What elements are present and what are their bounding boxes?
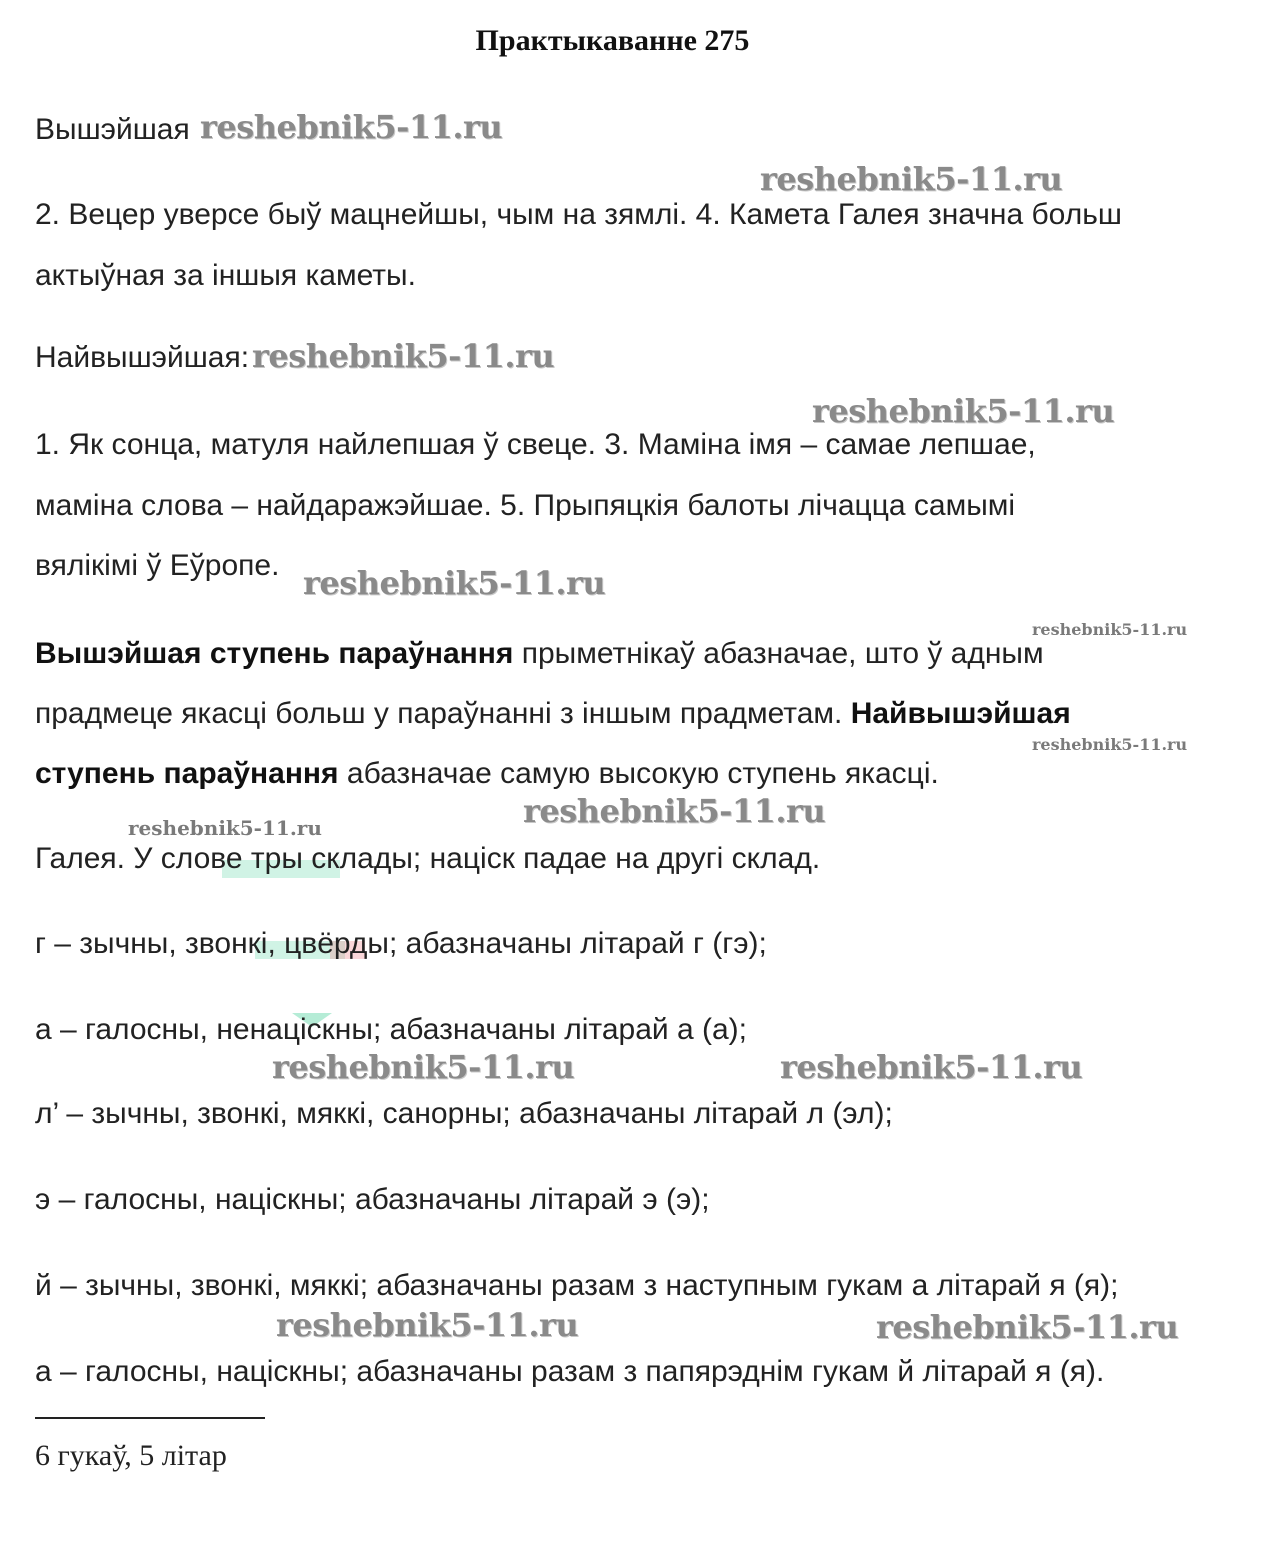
paragraph-line: актыўная за іншыя каметы.: [35, 259, 416, 292]
paragraph-line: маміна слова – найдаражэйшае. 5. Прыпяцкія балоты лічацца самымі: [35, 489, 1016, 522]
paragraph-line: 2. Вецер уверсе быў мацнейшы, чым на зямлі. 4. Камета Галея значна больш: [35, 198, 1122, 231]
rule-term: Вышэйшая ступень параўнання: [35, 637, 514, 670]
paragraph-line: 1. Як сонца, матуля найлепшая ў свеце. 3. Маміна імя – самае лепшае,: [35, 428, 1036, 461]
watermark: reshebnik5-11.ru: [272, 1048, 575, 1086]
section-heading-superlative: Найвышэйшая:: [35, 341, 250, 374]
watermark: reshebnik5-11.ru: [812, 392, 1115, 430]
section-heading-comparative: Вышэйшая: [35, 113, 190, 146]
watermark: reshebnik5-11.ru: [876, 1308, 1179, 1346]
phonetic-line: а – галосны, націскны; абазначаны разам з папярэднім гукам й літарай я (я).: [35, 1355, 1105, 1388]
phonetic-line: л’ – зычны, звонкі, мяккі, санорны; абазначаны літарай л (эл);: [35, 1097, 893, 1130]
watermark-small: reshebnik5-11.ru: [128, 816, 322, 840]
watermark: reshebnik5-11.ru: [252, 337, 555, 375]
rule-line: [35, 756, 939, 792]
phonetic-line: а – галосны, ненаціскны; абазначаны літарай а (а);: [35, 1013, 748, 1046]
watermark: reshebnik5-11.ru: [760, 160, 1063, 198]
rule-text: абазначае самую высокую ступень якасці.: [338, 757, 939, 790]
watermark-small: reshebnik5-11.ru: [1032, 735, 1188, 754]
divider: [35, 1417, 265, 1419]
rule-term: ступень параўнання: [35, 757, 339, 790]
phonetic-line: э – галосны, націскны; абазначаны літарай э (э);: [35, 1183, 710, 1216]
rule-line: [35, 696, 1071, 732]
rule-text: прадмеце якасці больш у параўнанні з іншым прадметам.: [35, 697, 851, 730]
watermark: reshebnik5-11.ru: [523, 792, 826, 830]
paragraph-line: вялікімі ў Еўропе.: [35, 549, 280, 582]
summary: 6 гукаў, 5 літар: [35, 1439, 227, 1472]
watermark: reshebnik5-11.ru: [303, 564, 606, 602]
rule-term: Найвышэйшая: [850, 697, 1071, 730]
phonetics-intro: Галея. У слове тры склады; націск падае на другі склад.: [35, 842, 821, 875]
rule-line: [35, 636, 1044, 672]
page-title: Практыкаванне 275: [475, 24, 750, 57]
watermark: reshebnik5-11.ru: [276, 1306, 579, 1344]
phonetic-line: г – зычны, звонкі, цвёрды; абазначаны літарай г (гэ);: [35, 927, 767, 960]
rule-text: прыметнікаў абазначае, што ў адным: [513, 637, 1044, 670]
watermark: reshebnik5-11.ru: [780, 1048, 1083, 1086]
watermark: reshebnik5-11.ru: [200, 108, 503, 146]
phonetic-line: й – зычны, звонкі, мяккі; абазначаны разам з наступным гукам а літарай я (я);: [35, 1269, 1119, 1302]
watermark-small: reshebnik5-11.ru: [1032, 620, 1188, 639]
